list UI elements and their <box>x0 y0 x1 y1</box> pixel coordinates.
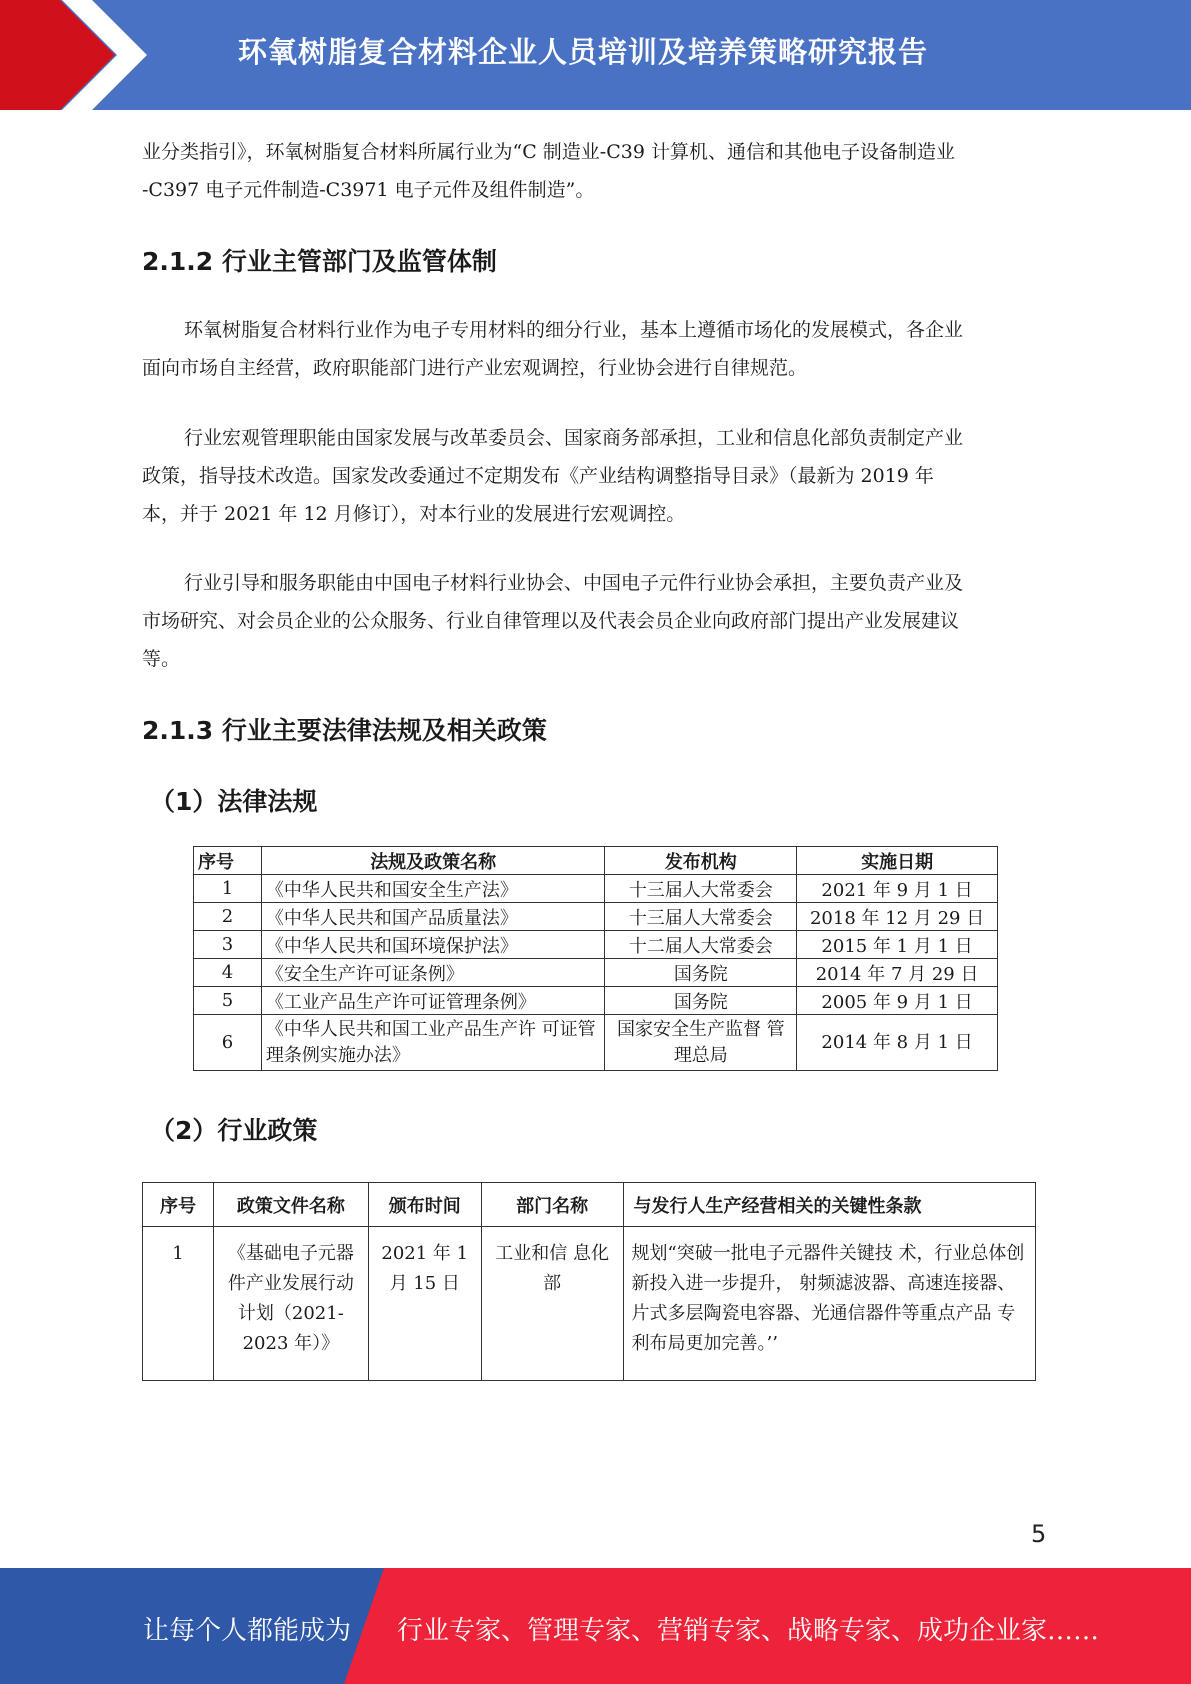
column-header: 颁布时间 <box>368 1183 481 1227</box>
section-heading-2-1-3: 2.1.3 行业主要法律法规及相关政策 <box>142 716 547 745</box>
table-cell: 国务院 <box>605 959 797 987</box>
table-cell: 《中华人民共和国环境保护法》 <box>261 931 605 959</box>
column-header: 序号 <box>143 1183 214 1227</box>
table-row <box>194 987 998 1015</box>
body-paragraph <box>142 419 1047 533</box>
body-paragraph <box>142 564 1047 678</box>
table-cell: 《安全生产许可证条例》 <box>261 959 605 987</box>
intro-paragraph <box>142 133 1047 209</box>
table-header-row <box>143 1183 1036 1227</box>
table-row <box>194 875 998 903</box>
table-cell: 2014 年 7 月 29 日 <box>797 959 998 987</box>
document-title: 环氧树脂复合材料企业人员培训及培养策略研究报告 <box>238 35 929 69</box>
table-cell: 规划“突破一批电子元器件关键技 术，行业总体创新投入进一步提升， 射频滤波器、高速连接器、片式多层陶瓷电容器、光通信器件等重点产品 专利布局更加完善。’’ <box>623 1227 1035 1381</box>
column-header: 法规及政策名称 <box>261 847 605 875</box>
table-cell: 十二届人大常委会 <box>605 931 797 959</box>
column-header: 序号 <box>194 847 262 875</box>
table-cell: 2021 年 9 月 1 日 <box>797 875 998 903</box>
table-cell: 1 <box>194 875 262 903</box>
table-cell: 2021 年 1 月 15 日 <box>368 1227 481 1381</box>
table-row <box>194 931 998 959</box>
page-header <box>0 0 1191 110</box>
text-line: 等。 <box>142 648 181 670</box>
table-cell: 《工业产品生产许可证管理条例》 <box>261 987 605 1015</box>
table-cell: 国家安全生产监督 管理总局 <box>605 1015 797 1071</box>
footer-slogan-left: 让每个人都能成为 <box>143 1616 352 1646</box>
table-cell: 3 <box>194 931 262 959</box>
table-row <box>194 1015 998 1071</box>
text-line: 本，并于 2021 年 12 月修订），对本行业的发展进行宏观调控。 <box>142 503 686 525</box>
subheading-laws: （1）法律法规 <box>150 787 318 816</box>
column-header: 与发行人生产经营相关的关键性条款 <box>623 1183 1035 1227</box>
table-cell: 工业和信 息化部 <box>481 1227 623 1381</box>
table-cell: 《中华人民共和国产品质量法》 <box>261 903 605 931</box>
text-line: 业分类指引》，环氧树脂复合材料所属行业为“C 制造业-C39 计算机、通信和其他电子设备制造业 <box>142 141 955 163</box>
table-cell: 《基础电子元器件产业发展行动计划（2021-2023 年）》 <box>213 1227 368 1381</box>
column-header: 实施日期 <box>797 847 998 875</box>
table-cell: 2015 年 1 月 1 日 <box>797 931 998 959</box>
page-footer <box>0 1568 1191 1684</box>
text-line: 行业引导和服务职能由中国电子材料行业协会、中国电子元件行业协会承担，主要负责产业及 <box>184 572 964 594</box>
section-heading-2-1-2: 2.1.2 行业主管部门及监管体制 <box>142 247 497 276</box>
table-row <box>143 1227 1036 1381</box>
policy-table <box>142 1182 1036 1381</box>
table-cell: 6 <box>194 1015 262 1071</box>
text-line: 市场研究、对会员企业的公众服务、行业自律管理以及代表会员企业向政府部门提出产业发展建议 <box>142 610 960 632</box>
column-header: 政策文件名称 <box>213 1183 368 1227</box>
table-cell: 十三届人大常委会 <box>605 903 797 931</box>
table-cell: 《中华人民共和国工业产品生产许 可证管理条例实施办法》 <box>261 1015 605 1071</box>
body-paragraph <box>142 311 1047 387</box>
table-cell: 2005 年 9 月 1 日 <box>797 987 998 1015</box>
subheading-policies: （2）行业政策 <box>150 1116 318 1145</box>
text-line: 政策，指导技术改造。国家发改委通过不定期发布《产业结构调整指导目录》（最新为 2019 年 <box>142 465 934 487</box>
table-cell: 十三届人大常委会 <box>605 875 797 903</box>
table-cell: 4 <box>194 959 262 987</box>
table-header-row <box>194 847 998 875</box>
table-cell: 2018 年 12 月 29 日 <box>797 903 998 931</box>
text-line: -C397 电子元件制造-C3971 电子元件及组件制造”。 <box>142 179 595 201</box>
header-chevron-decoration <box>0 0 160 110</box>
text-line: 环氧树脂复合材料行业作为电子专用材料的细分行业，基本上遵循市场化的发展模式，各企业 <box>184 319 964 341</box>
table-row <box>194 959 998 987</box>
table-row <box>194 903 998 931</box>
column-header: 部门名称 <box>481 1183 623 1227</box>
table-cell: 2 <box>194 903 262 931</box>
text-line: 行业宏观管理职能由国家发展与改革委员会、国家商务部承担，工业和信息化部负责制定产业 <box>184 427 964 449</box>
table-cell: 1 <box>143 1227 214 1381</box>
text-line: 面向市场自主经营，政府职能部门进行产业宏观调控，行业协会进行自律规范。 <box>142 357 808 379</box>
table-cell: 5 <box>194 987 262 1015</box>
table-cell: 2014 年 8 月 1 日 <box>797 1015 998 1071</box>
laws-table <box>193 846 998 1071</box>
footer-slogan-right: 行业专家、管理专家、营销专家、战略专家、成功企业家…… <box>397 1616 1100 1646</box>
table-cell: 《中华人民共和国安全生产法》 <box>261 875 605 903</box>
column-header: 发布机构 <box>605 847 797 875</box>
table-cell: 国务院 <box>605 987 797 1015</box>
page-number: 5 <box>1031 1520 1047 1548</box>
